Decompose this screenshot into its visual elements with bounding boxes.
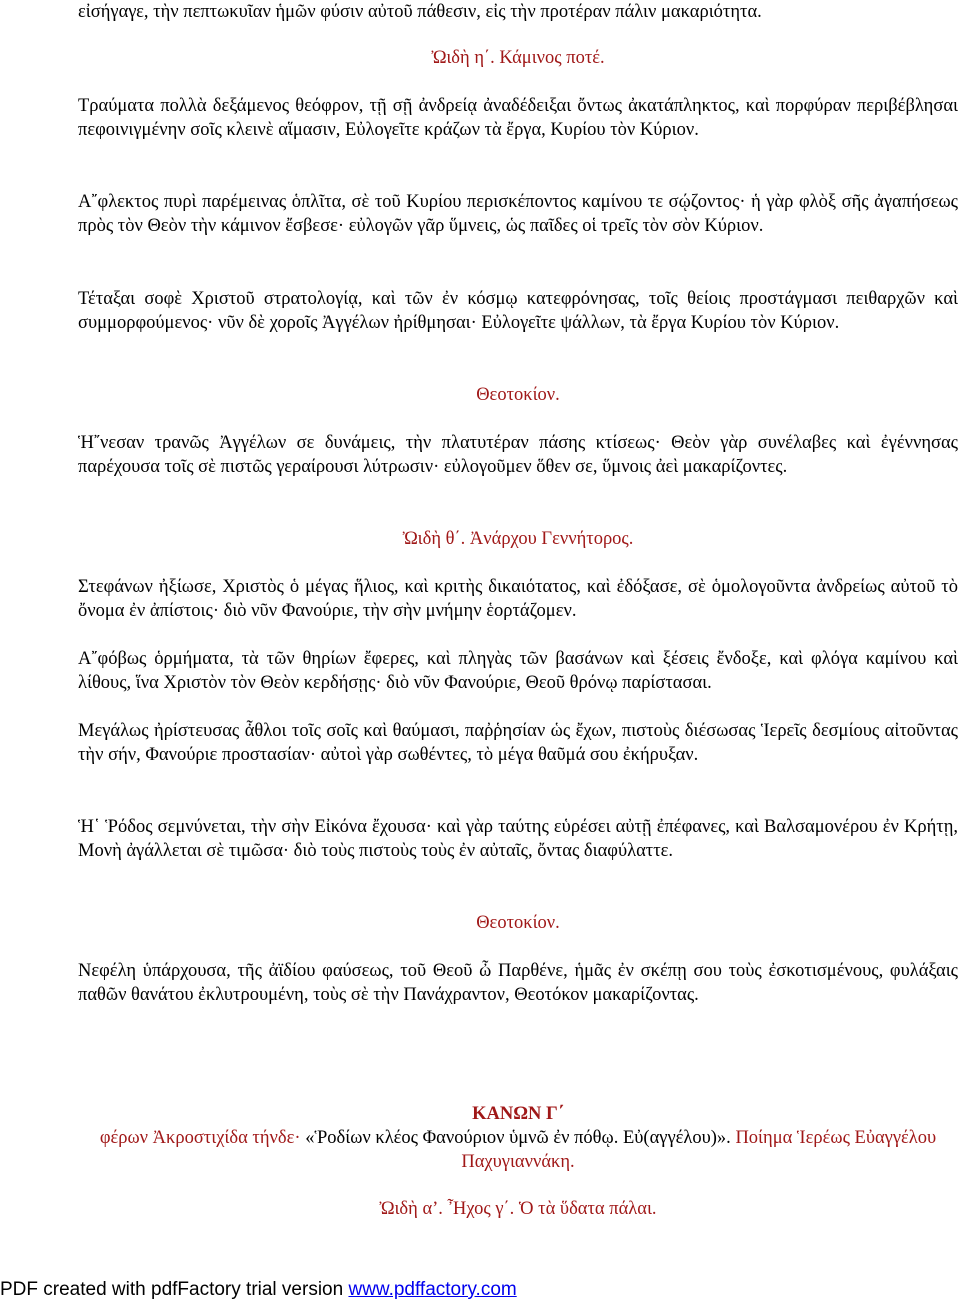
ode8-troparion-3: Τέταξαι σοφὲ Χριστοῦ στρατολογίᾳ, καὶ τῶν ἐν κόσμῳ κατεφρόνησας, τοῖς θείοις προστάγμασι πειθαρχῶν καὶ συμμορφούμενος· νῦν δὲ χοροῖς Ἀγγέλων ἠρίθμησαι· Εὐλογεῖτε ψάλλων, τὰ ἔργα Κυρίου τὸν Κύριον. xyxy=(78,289,958,333)
ode1-heading: Ὠιδὴ α’. Ἦχος γ΄. Ὁ τὰ ὕδατα πάλαι. xyxy=(379,1199,657,1219)
top-line: εἰσήγαγε, τὴν πεπτωκυῖαν ἡμῶν φύσιν αὐτοῦ πάθεσιν, εἰς τὴν προτέραν πάλιν μακαριότητα. xyxy=(78,2,762,22)
ode8-theotokion-heading: Θεοτοκίον. xyxy=(476,385,560,405)
ode8-theotokion: Ἡ῎νεσαν τρανῶς Ἀγγέλων σε δυνάμεις, τὴν πλατυτέραν πάσης κτίσεως· Θεὸν γὰρ συνέλαβες καὶ ἐγέννησας παρέχουσα τοῖς σὲ πιστῶς γεραίρουσι λύτρωσιν· εὐλογοῦμεν ὅθεν σε, ὕμνοις ἀεὶ μακαρίζοντες. xyxy=(78,433,958,477)
ode8-troparion-2: Α῎φλεκτος πυρὶ παρέμεινας ὁπλῖτα, σὲ τοῦ Κυρίου περισκέποντος καμίνου τε σῴζοντος· ἡ γὰρ φλὸξ σῆς ἀγαπήσεως πρὸς τὸν Θεὸν τὴν κάμινον ἔσβεσε· εὐλογῶν γᾶρ ὕμνεις, ὡς παῖδες οἱ τρεῖς τὸν σὸν Κύριον. xyxy=(78,192,958,236)
ode8-troparion-1: Τραύματα πολλὰ δεξάμενος θεόφρον, τῇ σῇ ἀνδρείᾳ ἀναδέδειξαι ὄντως ἀκατάπληκτος, καὶ πορφύραν περιβέβλησαι πεφοινιγμένην σοῖς κλεινὲ αἵμασιν, Εὐλογεῖτε κράζων τὰ ἔργα, Κυρίου τὸν Κύριον. xyxy=(78,96,958,140)
ode9-theotokion: Νεφέλη ὑπάρχουσα, τῆς ἀϊδίου φαύσεως, τοῦ Θεοῦ ὦ Παρθένε, ἡμᾶς ἐν σκέπῃ σου τοὺς ἐσκοτισμένους, φυλάξαις παθῶν θανάτου ἐκλυτρουμένη, τοὺς σὲ τὴν Πανάχραντον, Θεοτόκον μακαρίζοντας. xyxy=(78,961,958,1005)
ode9-troparion-1: Στεφάνων ἠξίωσε, Χριστὸς ὁ μέγας ἥλιος, καὶ κριτὴς δικαιότατος, καὶ ἐδόξασε, σὲ ὁμολογοῦντα ἀνδρείως αὐτοῦ τὸ ὄνομα ἐν ἀπίστοις· διὸ νῦν Φανούριε, τὴν σὴν μνήμην ἑορτάζομεν. xyxy=(78,577,958,621)
pdffactory-link[interactable]: www.pdffactory.com xyxy=(348,1279,517,1300)
footer-prefix: PDF created with pdfFactory trial version xyxy=(0,1279,349,1300)
ode8-heading: Ὠιδὴ η΄. Κάμινος ποτέ. xyxy=(431,48,605,68)
ode9-troparion-2: Α῎φόβως ὁρμήματα, τὰ τῶν θηρίων ἔφερες, καὶ πληγὰς τῶν βασάνων καὶ ξέσεις ἔνδοξε, καὶ φλόγα καμίνου καὶ λίθους, ἵνα Χριστὸν τὸν Θεὸν κερδήσῃς· διὸ νῦν Φανούριε, Θεοῦ θρόνῳ παρίστασαι. xyxy=(78,649,958,693)
ode9-troparion-3: Μεγάλως ἠρίστευσας ἆθλοι τοῖς σοῖς καὶ θαύμασι, παῤῥησίαν ὡς ἔχων, πιστοὺς διέσωσας Ἱερεῖς δεσμίους αἰτοῦντας τὴν σήν, Φανούριε προστασίαν· αὐτοὶ γὰρ σωθέντες, τὸ μέγα θαῦμά σου ἐκήρυξαν. xyxy=(78,721,958,765)
pdf-footer xyxy=(0,1278,517,1302)
ode9-troparion-4: Ἡ῾ Ῥόδος σεμνύνεται, τὴν σὴν Εἰκόνα ἔχουσα· καὶ γὰρ ταύτης εὑρέσει αὐτῇ ἐπέφανες, καὶ Βαλσαμονέρου ἐν Κρήτῃ, Μονὴ ἀγάλλεται σὲ τιμῶσα· διὸ τοὺς πιστοὺς τοὺς ἐν αὐταῖς, ὄντας διαφύλαττε. xyxy=(78,817,958,861)
canon3-acrostic xyxy=(78,1126,958,1174)
acrostic-prefix: φέρων Ἀκροστιχίδα τήνδε· xyxy=(99,1128,301,1148)
ode9-heading: Ὠιδὴ θ΄. Ἀνάρχου Γεννήτορος. xyxy=(402,529,634,549)
ode9-theotokion-heading: Θεοτοκίον. xyxy=(476,913,560,933)
acrostic-text: «Ῥοδίων κλέος Φανούριον ὑμνῶ ἐν πόθῳ. Εὐ(αγγέλου)». xyxy=(300,1128,736,1148)
canon3-author: Ποίημα Ἱερέως Εὐαγγέλου Παχυγιαννάκη. xyxy=(461,1128,937,1172)
canon3-title: ΚΑΝΩΝ Γ΄ xyxy=(472,1104,564,1124)
